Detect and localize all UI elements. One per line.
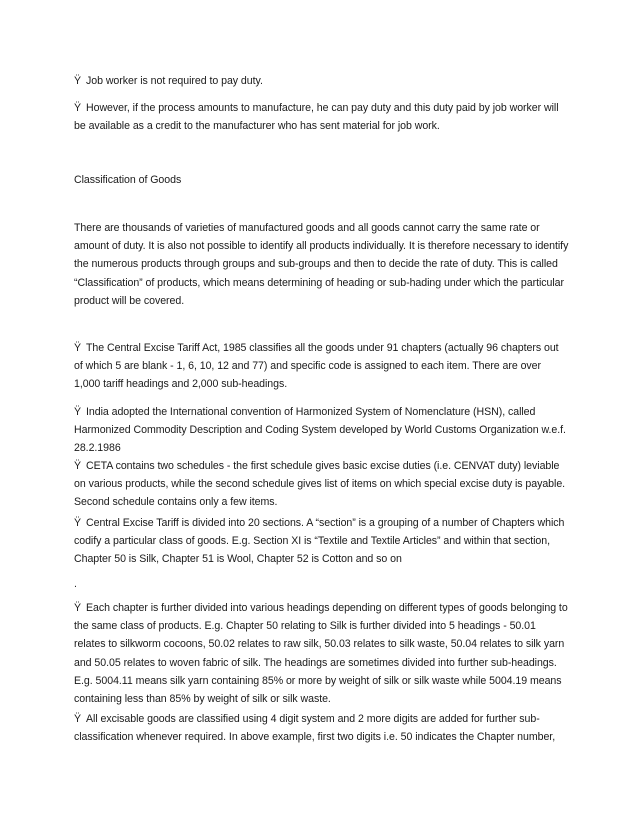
paragraph-text: CETA contains two schedules - the first schedule gives basic excise duties (i.e. CENVAT duty) leviable on various products, while the second schedule gives list of items on which special excise duty is payable. Second schedule contains only a few items. xyxy=(74,460,566,509)
bullet-glyph: Ÿ xyxy=(74,102,82,114)
paragraph-central-excise-tariff-act xyxy=(74,339,570,394)
paragraph-classification-intro xyxy=(74,219,570,310)
paragraph-text: There are thousands of varieties of manufactured goods and all goods cannot carry the same rate or amount of duty. It is also not possible to identify all products individually. It is therefore necessary to identify the numerous products through groups and sub-groups and then to decide the rate of duty. This is called “Classification” of products, which means determining of heading or sub-hading under which the particular product will be covered. xyxy=(74,222,569,307)
paragraph-job-worker-duty xyxy=(74,72,570,90)
stray-period xyxy=(74,575,570,593)
bullet-glyph: Ÿ xyxy=(74,602,82,614)
paragraph-text: The Central Excise Tariff Act, 1985 classifies all the goods under 91 chapters (actually 96 chapters out of which 5 are blank - 1, 6, 10, 12 and 77) and specific code is assigned to each item. There are over 1,000 tariff headings and 2,000 sub-headings. xyxy=(74,342,559,391)
paragraph-text: Each chapter is further divided into various headings depending on different types of goods belonging to the same class of products. E.g. Chapter 50 relating to Silk is further divided into 5 headings - 50.01 relates to silkworm cocoons, 50.02 relates to raw silk, 50.03 relates to silk waste, 50.04 relates to silk yarn and 50.05 relates to woven fabric of silk. The headings are sometimes divided into further sub-headings. E.g. 5004.11 means silk yarn containing 85% or more by weight of silk or silk waste while 5004.19 means containing less than 85% by weight of silk or silk waste. xyxy=(74,602,568,706)
heading-text: Classification of Goods xyxy=(74,174,182,186)
bullet-glyph: Ÿ xyxy=(74,713,82,725)
paragraph-text: . xyxy=(74,578,77,590)
paragraph-chapter-headings xyxy=(74,599,570,708)
paragraph-tariff-sections xyxy=(74,514,570,569)
paragraph-ceta-schedules xyxy=(74,457,570,512)
paragraph-manufacture-credit xyxy=(74,99,570,135)
paragraph-text: Job worker is not required to pay duty. xyxy=(86,75,263,87)
bullet-glyph: Ÿ xyxy=(74,75,82,87)
bullet-glyph: Ÿ xyxy=(74,460,82,472)
bullet-glyph: Ÿ xyxy=(74,406,82,418)
paragraph-text: All excisable goods are classified using 4 digit system and 2 more digits are added for further sub-classification whenever required. In above example, first two digits i.e. 50 indicates the Chapter number, xyxy=(74,713,556,744)
paragraph-hsn-adoption xyxy=(74,403,570,458)
paragraph-text: However, if the process amounts to manufacture, he can pay duty and this duty paid by job worker will be available as a credit to the manufacturer who has sent material for job work. xyxy=(74,102,559,133)
paragraph-text: India adopted the International convention of Harmonized System of Nomenclature (HSN), called Harmonized Commodity Description and Coding System developed by World Customs Organization w.e.f. 28.2.1986 xyxy=(74,406,566,455)
paragraph-digit-system xyxy=(74,710,570,746)
bullet-glyph: Ÿ xyxy=(74,342,82,354)
bullet-glyph: Ÿ xyxy=(74,517,82,529)
section-heading-classification xyxy=(74,171,570,189)
paragraph-text: Central Excise Tariff is divided into 20 sections. A “section” is a grouping of a number of Chapters which codify a particular class of goods. E.g. Section XI is “Textile and Textile Articles” and within that section, Chapter 50 is Silk, Chapter 51 is Wool, Chapter 52 is Cotton and so on xyxy=(74,517,565,566)
